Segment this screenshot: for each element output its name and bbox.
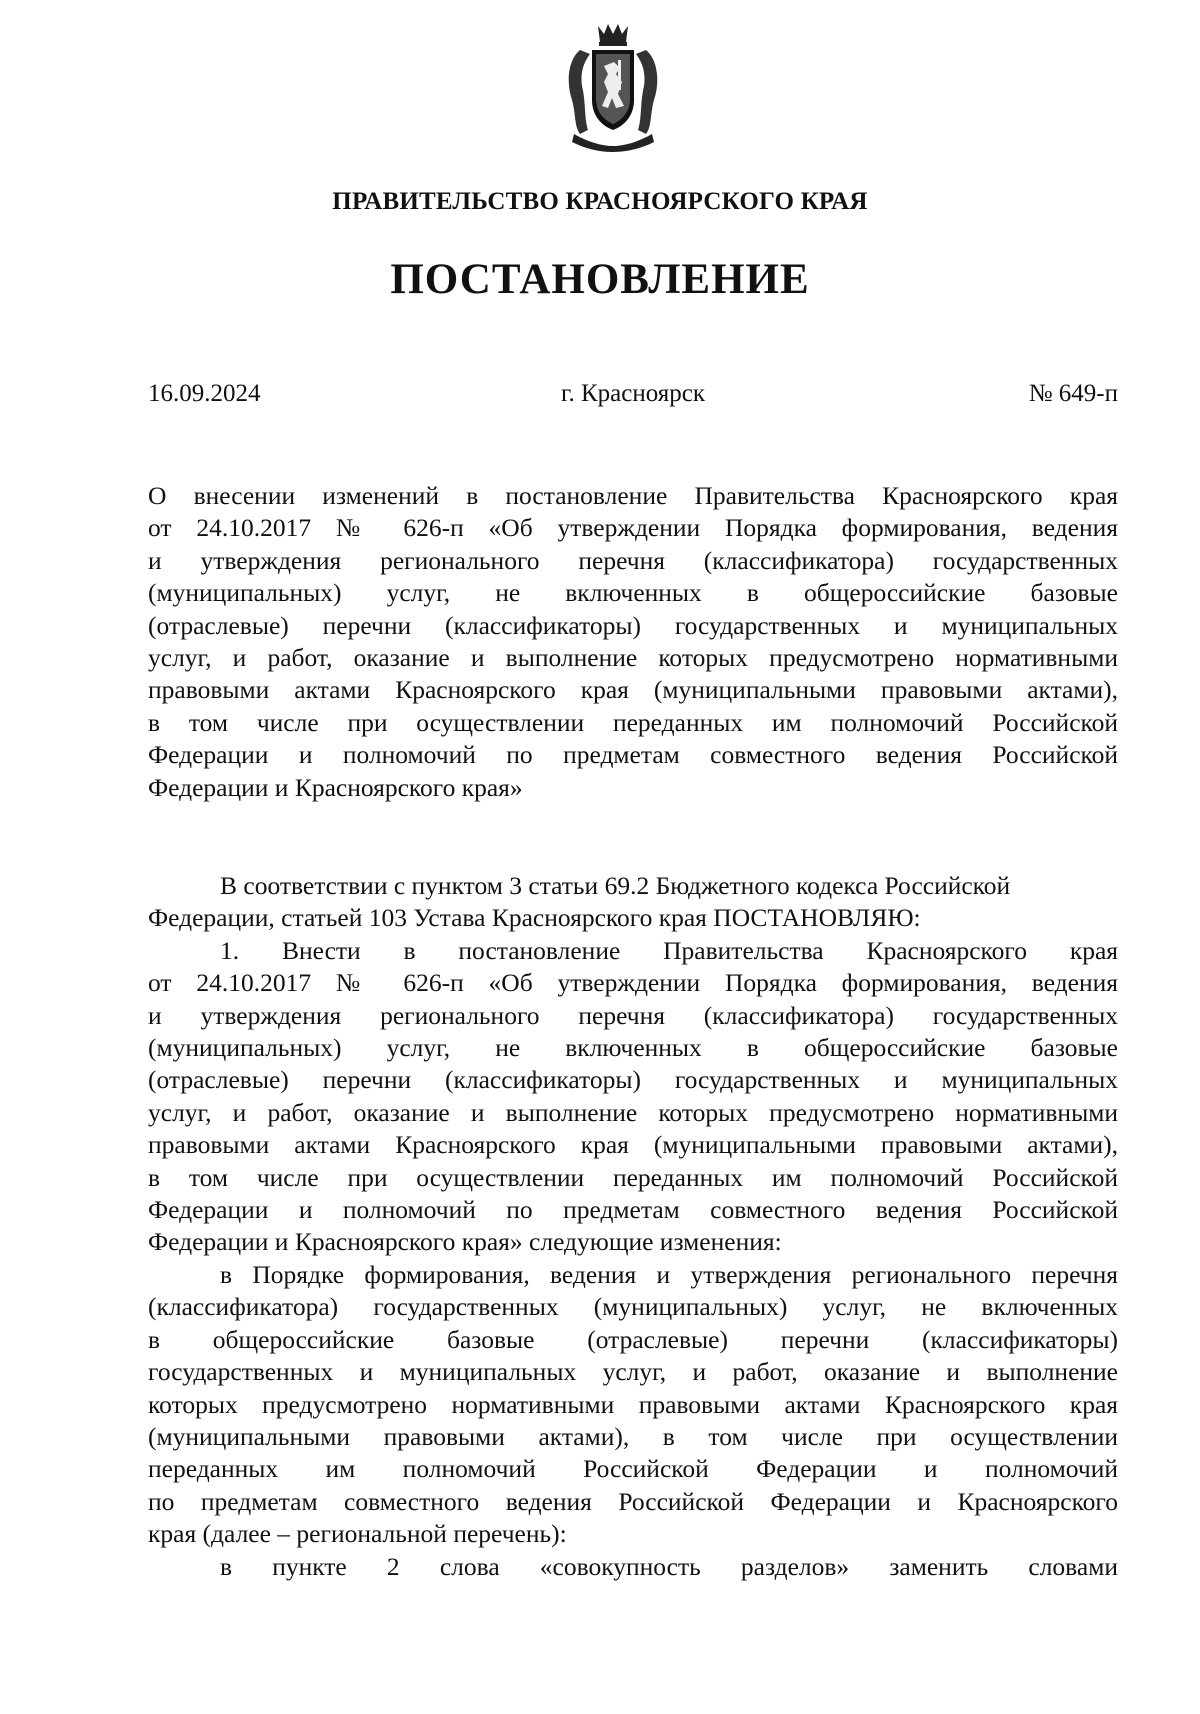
body-line: услуг, и работ, оказание и выполнение которых предусмотрено нормативными	[148, 1097, 1118, 1127]
body-line: в пункте 2 слова «совокупность разделов» заменить словами	[220, 1551, 1118, 1581]
body-line: в Порядке формирования, ведения и утверждения регионального перечня	[220, 1259, 1118, 1289]
body-line: государственных и муниципальных услуг, и работ, оказание и выполнение	[148, 1357, 1118, 1387]
subject-line: (муниципальных) услуг, не включенных в общероссийские базовые	[148, 578, 1118, 608]
subject-line: от 24.10.2017 № 626-п «Об утверждении Порядка формирования, ведения	[148, 513, 1118, 543]
document-city: г. Красноярск	[561, 380, 705, 407]
subject-line: правовыми актами Красноярского края (муниципальными правовыми актами),	[148, 675, 1118, 705]
document-meta-row	[148, 380, 1118, 416]
body-line: В соответствии с пунктом 3 статьи 69.2 Бюджетного кодекса Российской	[220, 871, 1011, 900]
body-line: 1. Внести в постановление Правительства Красноярского края	[220, 935, 1118, 965]
document-number: № 649-п	[1028, 380, 1118, 407]
body-line: Федерации, статьей 103 Устава Красноярского края ПОСТАНОВЛЯЮ:	[148, 903, 921, 933]
coat-of-arms-icon	[558, 22, 668, 152]
body-line: по предметам совместного ведения Российской Федерации и Красноярского	[148, 1486, 1118, 1516]
body-line: Федерации и Красноярского края» следующие изменения:	[148, 1227, 782, 1257]
subject-line: Федерации и Красноярского края»	[148, 772, 523, 802]
subject-line: О внесении изменений в постановление Правительства Красноярского края	[148, 481, 1118, 510]
subject-line: (отраслевые) перечни (классификаторы) государственных и муниципальных	[148, 610, 1118, 640]
body-line: края (далее – региональной перечень):	[148, 1519, 567, 1549]
body-line: (муниципальных) услуг, не включенных в общероссийские базовые	[148, 1033, 1118, 1063]
body-line: в общероссийские базовые (отраслевые) перечни (классификаторы)	[148, 1324, 1118, 1354]
body-line: Федерации и полномочий по предметам совместного ведения Российской	[148, 1195, 1118, 1225]
body-line: и утверждения регионального перечня (классификатора) государственных	[148, 1000, 1118, 1030]
subject-line: и утверждения регионального перечня (классификатора) государственных	[148, 545, 1118, 575]
subject-line: Федерации и полномочий по предметам совместного ведения Российской	[148, 740, 1118, 770]
subject-line: услуг, и работ, оказание и выполнение которых предусмотрено нормативными	[148, 643, 1118, 673]
document-type-title: ПОСТАНОВЛЕНИЕ	[390, 256, 810, 303]
body-line: правовыми актами Красноярского края (муниципальными правовыми актами),	[148, 1130, 1118, 1160]
body-line: которых предусмотрено нормативными правовыми актами Красноярского края	[148, 1389, 1118, 1419]
body-line: (муниципальными правовыми актами), в том числе при осуществлении	[148, 1421, 1118, 1451]
document-subject	[148, 480, 1118, 804]
document-body	[148, 870, 1118, 1583]
body-line: от 24.10.2017 № 626-п «Об утверждении Порядка формирования, ведения	[148, 968, 1118, 998]
body-line: (отраслевые) перечни (классификаторы) государственных и муниципальных	[148, 1065, 1118, 1095]
government-title: ПРАВИТЕЛЬСТВО КРАСНОЯРСКОГО КРАЯ	[332, 188, 868, 215]
subject-line: в том числе при осуществлении переданных им полномочий Российской	[148, 707, 1118, 737]
body-line: (классификатора) государственных (муниципальных) услуг, не включенных	[148, 1292, 1118, 1322]
body-line: переданных им полномочий Российской Федерации и полномочий	[148, 1454, 1118, 1484]
body-line: в том числе при осуществлении переданных им полномочий Российской	[148, 1162, 1118, 1192]
document-date: 16.09.2024	[148, 380, 261, 407]
